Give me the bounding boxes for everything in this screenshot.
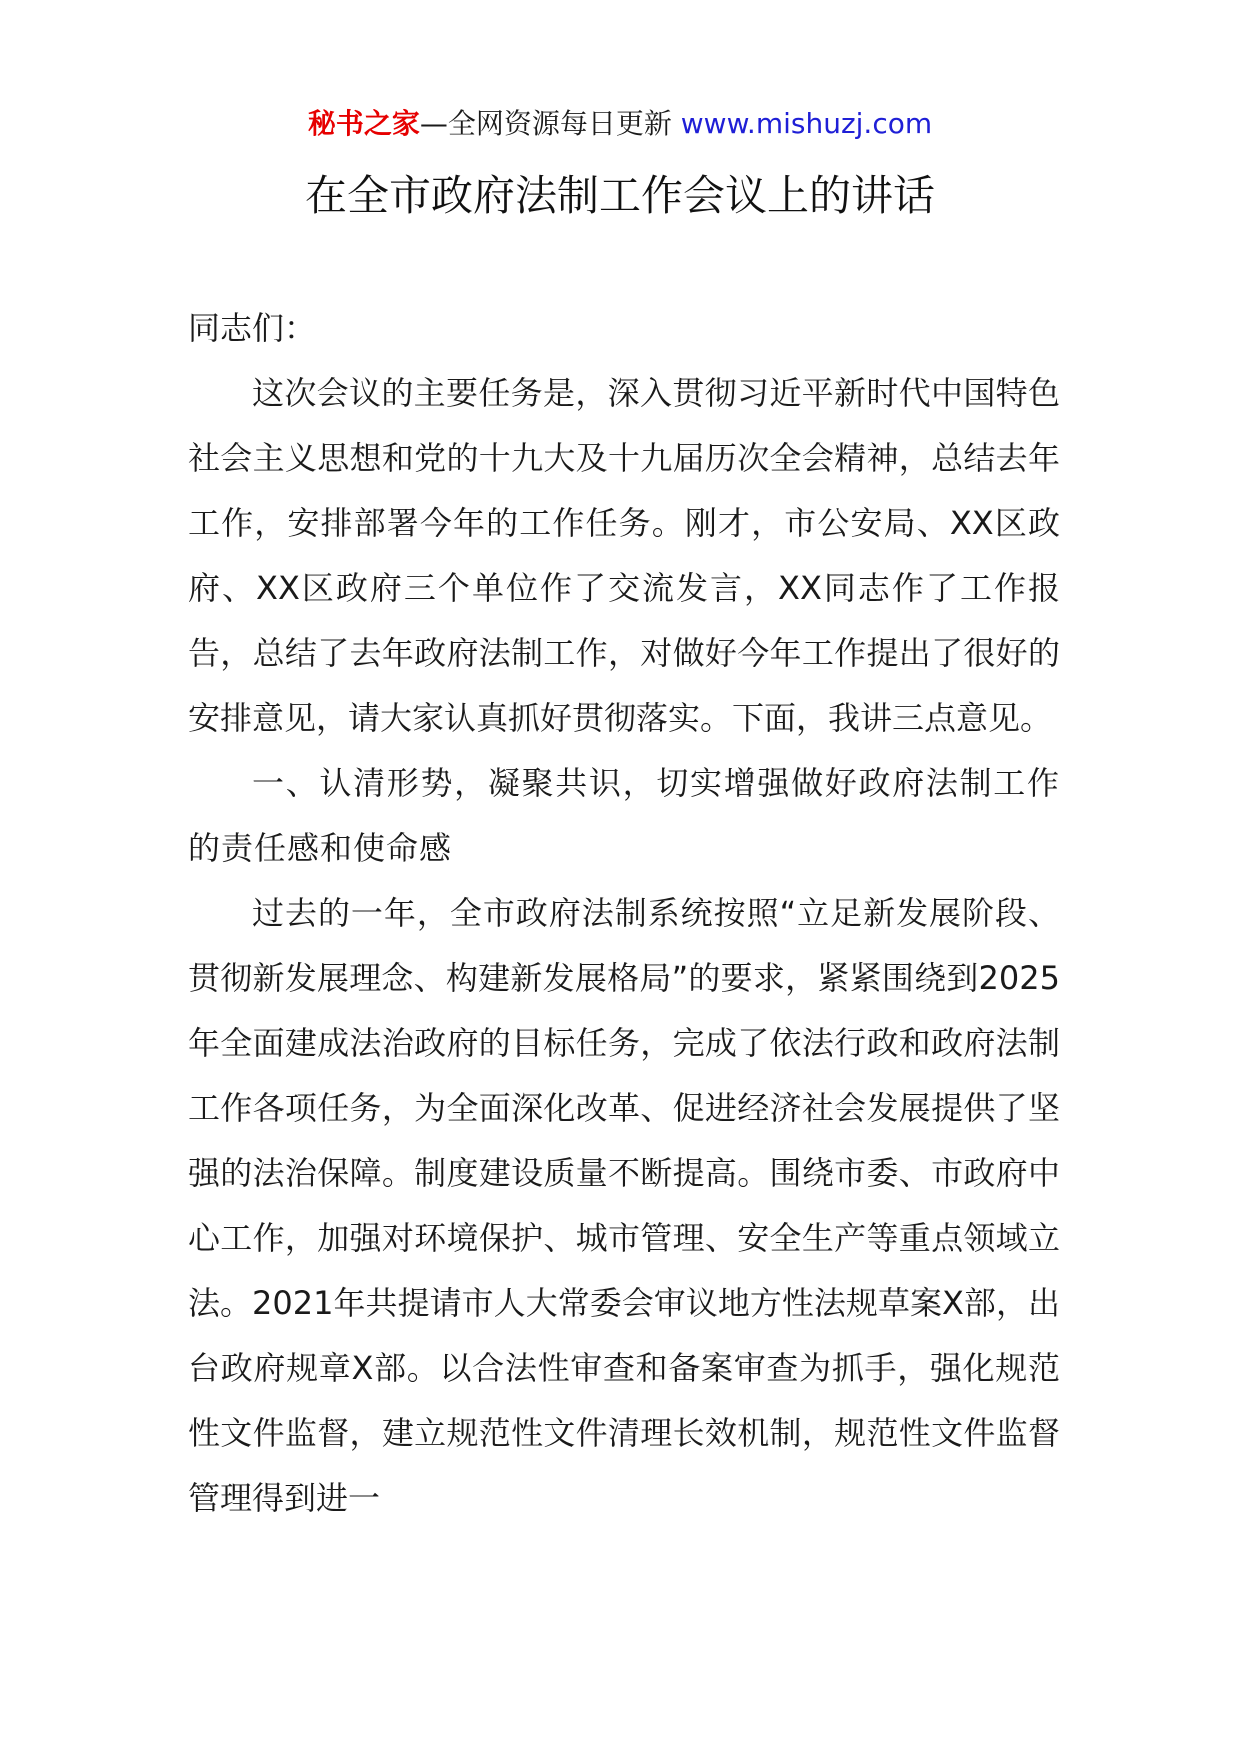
site-url-link[interactable]: www.mishuzj.com (680, 107, 933, 140)
document-title: 在全市政府法制工作会议上的讲话 (304, 171, 935, 220)
body-paragraph: 这次会议的主要任务是，深入贯彻习近平新时代中国特色社会主义思想和党的十九大及十九届历次全会精神，总结去年工作，安排部署今年的工作任务。刚才，市公安局、XX区政府、XX区政府三个单位作了交流发言，XX同志作了工作报告，总结了去年政府法制工作，对做好今年工作提出了很好的安排意见，请大家认真抓好贯彻落实。下面，我讲三点意见。 (188, 374, 1060, 737)
section-heading: 一、认清形势，凝聚共识，切实增强做好政府法制工作的责任感和使命感 (188, 764, 1060, 867)
site-header (0, 104, 1240, 144)
header-slogan: —全网资源每日更新 (419, 107, 681, 140)
brand-name: 秘书之家 (307, 107, 420, 140)
salutation: 同志们： (188, 309, 317, 347)
document-body (188, 296, 1060, 1531)
body-paragraph: 过去的一年，全市政府法制系统按照“立足新发展阶段、贯彻新发展理念、构建新发展格局”的要求，紧紧围绕到2025年全面建成法治政府的目标任务，完成了依法行政和政府法制工作各项任务，为全面深化改革、促进经济社会发展提供了坚强的法治保障。制度建设质量不断提高。围绕市委、市政府中心工作，加强对环境保护、城市管理、安全生产等重点领域立法。2021年共提请市人大常委会审议地方性法规草案X部，出台政府规章X部。以合法性审查和备案审查为抓手，强化规范性文件监督，建立规范性文件清理长效机制，规范性文件监督管理得到进一 (188, 894, 1060, 1517)
